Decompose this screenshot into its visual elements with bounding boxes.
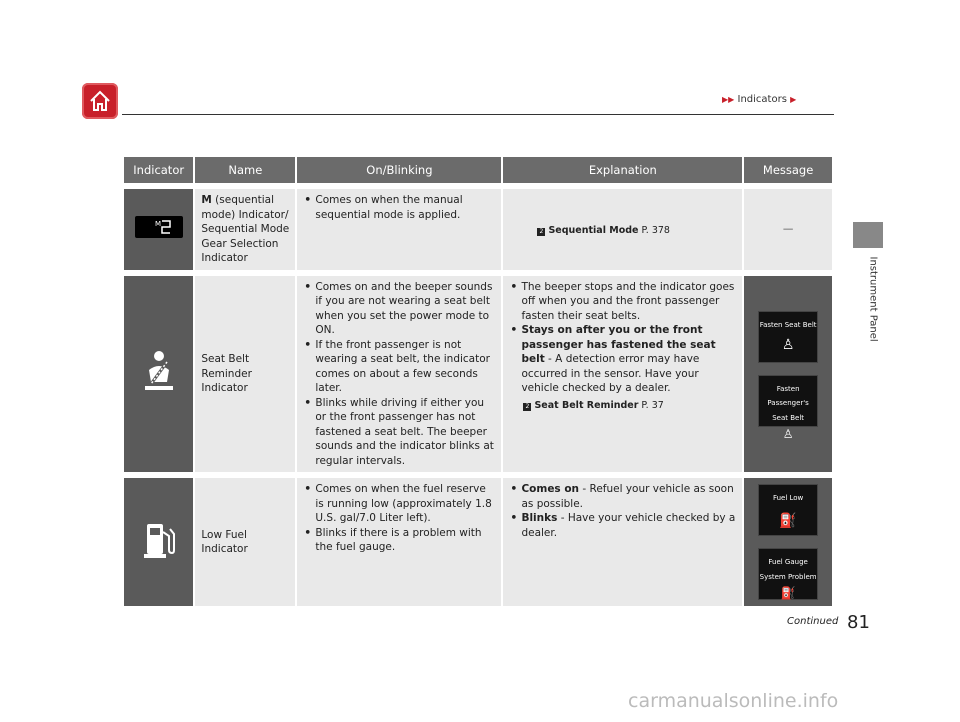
list-item: • Comes on when the fuel reserve is running low (approximately 1.8 U.S. gal/7.0 Liter left). xyxy=(315,482,495,526)
seat-belt-small-icon: ♙ xyxy=(781,337,795,354)
table-row xyxy=(124,189,832,270)
explanation-text: - Have your vehicle checked by a dealer. xyxy=(521,512,736,539)
page-number: 81 xyxy=(847,612,870,633)
breadcrumb[interactable] xyxy=(722,94,796,105)
page-reference[interactable] xyxy=(523,399,736,414)
fuel-small-icon: ⛽ xyxy=(780,586,796,600)
indicator-cell xyxy=(124,276,193,473)
fuel-small-icon: ⛽ xyxy=(779,512,797,529)
section-label xyxy=(858,256,878,376)
explanation-bold: Comes on xyxy=(521,483,580,495)
list-item: • Blinks while driving if either you or the front passenger has not fastened a seat belt. The beeper sounds and the indicator blinks at regular intervals. xyxy=(315,396,495,469)
message-text: Fasten Seat Belt xyxy=(759,320,817,329)
name-cell xyxy=(195,189,295,270)
continued-label: Continued xyxy=(787,616,839,627)
explanation-bold: Stays on after you or the front passenger has fastened the seat belt xyxy=(521,324,716,365)
table-row xyxy=(124,478,832,606)
breadcrumb-arrow-icon: ▶ xyxy=(790,95,797,104)
table-row xyxy=(124,276,832,473)
explanation-cell xyxy=(503,276,742,473)
list-item xyxy=(521,511,736,540)
on-blinking-cell xyxy=(297,276,501,473)
list-item xyxy=(521,482,736,511)
col-header: On/Blinking xyxy=(297,157,501,183)
reference-title: Sequential Mode xyxy=(548,224,639,236)
col-header: Name xyxy=(195,157,295,183)
message-text: Fuel Gauge System Problem xyxy=(759,558,817,581)
name-cell xyxy=(195,478,295,606)
explanation-text: - Refuel your vehicle as soon as possible. xyxy=(521,483,734,510)
indicator-cell xyxy=(124,478,193,606)
explanation-cell xyxy=(503,189,742,270)
reference-icon: 2 xyxy=(523,403,531,411)
message-none: — xyxy=(782,223,794,235)
on-blinking-cell xyxy=(297,478,501,606)
name-bold: M xyxy=(201,194,212,206)
list-item: • Comes on when the manual sequential mode is applied. xyxy=(315,193,495,222)
page-reference[interactable] xyxy=(537,224,736,239)
home-icon xyxy=(88,89,112,113)
seat-belt-small-icon: ♙ xyxy=(782,427,794,442)
name-text: (sequential mode) Indicator/ Sequential Mode Gear Selection Indicator xyxy=(201,194,290,264)
indicator-cell xyxy=(124,189,193,270)
message-cell xyxy=(744,276,832,473)
message-text: Fuel Low xyxy=(772,494,804,502)
section-tab[interactable] xyxy=(853,222,883,248)
list-item: • If the front passenger is not wearing a seat belt, the indicator comes on about a few seconds later. xyxy=(315,338,495,396)
message-display xyxy=(758,375,818,442)
watermark: carmanualsonline.info xyxy=(628,690,839,712)
reference-icon: 2 xyxy=(537,228,545,236)
header-divider xyxy=(122,114,834,115)
message-text: Fasten Passenger's Seat Belt xyxy=(767,384,809,422)
section-label-text: Instrument Panel xyxy=(867,256,879,342)
list-item: • The beeper stops and the indicator goes off when you and the front passenger fasten their seat belts. xyxy=(521,280,736,324)
explanation-text: - A detection error may have occurred in the sensor. Have your vehicle checked by a dealer. xyxy=(521,353,700,394)
indicator-table xyxy=(122,157,834,606)
name-cell xyxy=(195,276,295,473)
explanation-bold: Blinks xyxy=(521,512,558,524)
reference-page: P. 378 xyxy=(638,224,670,236)
explanation-cell xyxy=(503,478,742,606)
col-header: Message xyxy=(744,157,832,183)
svg-text:M: M xyxy=(154,220,161,228)
list-item: • Blinks if there is a problem with the fuel gauge. xyxy=(315,526,495,555)
message-cell xyxy=(744,478,832,606)
message-display xyxy=(758,548,818,600)
reference-title: Seat Belt Reminder xyxy=(534,399,639,411)
reference-page: P. 37 xyxy=(638,399,664,411)
message-display xyxy=(758,311,818,363)
col-header: Explanation xyxy=(503,157,742,183)
list-item: • Comes on and the beeper sounds if you are not wearing a seat belt when you set the power mode to ON. xyxy=(315,280,495,338)
message-display xyxy=(758,484,818,536)
on-blinking-cell xyxy=(297,189,501,270)
breadcrumb-arrow-icon: ▶▶ xyxy=(722,95,735,104)
fuel-pump-icon xyxy=(139,518,179,562)
col-header: Indicator xyxy=(124,157,193,183)
list-item xyxy=(521,323,736,396)
message-cell xyxy=(744,189,832,270)
sequential-mode-icon xyxy=(135,216,183,238)
name-text: Low Fuel Indicator xyxy=(201,528,248,555)
name-text: Seat Belt Reminder Indicator xyxy=(201,353,252,394)
seat-belt-icon xyxy=(137,348,181,396)
home-button[interactable] xyxy=(82,83,118,119)
breadcrumb-label: Indicators xyxy=(737,94,787,105)
